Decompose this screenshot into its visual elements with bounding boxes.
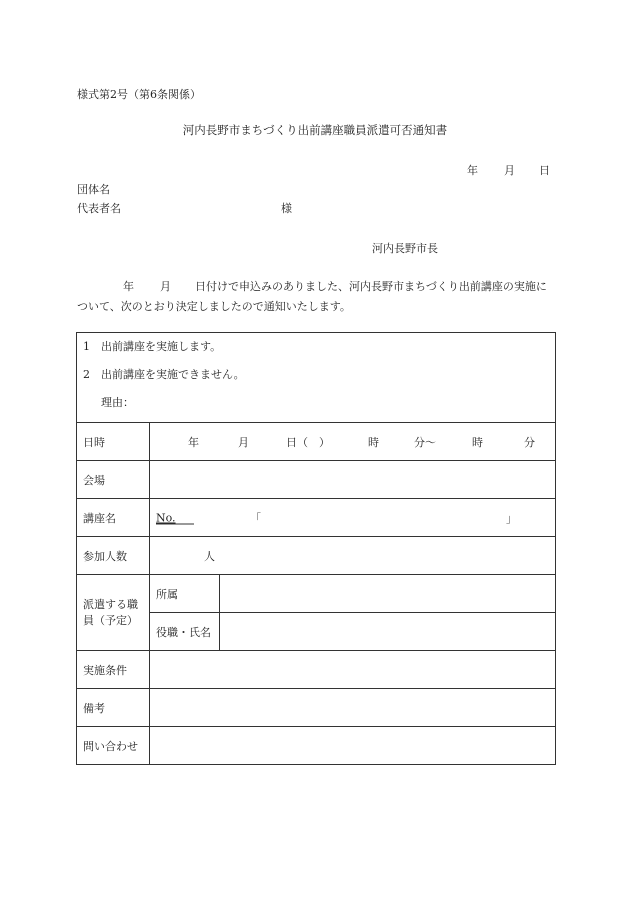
dt-year: 年 <box>188 435 199 449</box>
document-title: 河内長野市まちづくり出前講座職員派遣可否通知書 <box>182 123 448 137</box>
position-field[interactable] <box>220 613 556 651</box>
decision-option-2: 2 出前講座を実施できません。 <box>83 368 245 381</box>
staff-label: 派遣する職員（予定） <box>77 575 150 651</box>
contact-field[interactable] <box>150 727 556 765</box>
dt-min1: 分～ <box>414 435 436 449</box>
decision-cell <box>77 333 556 423</box>
dt-hour2: 時 <box>472 435 483 449</box>
sender-name: 河内長野市長 <box>372 242 438 255</box>
position-label: 役職・氏名 <box>150 613 220 651</box>
honorific: 様 <box>281 202 292 215</box>
datetime-label: 日時 <box>77 423 150 461</box>
reason-label: 理由： <box>101 396 134 409</box>
conditions-field[interactable] <box>150 651 556 689</box>
remarks-label: 備考 <box>77 689 150 727</box>
decision-option-1: 1 出前講座を実施します。 <box>83 340 222 353</box>
dt-min2: 分 <box>524 435 535 449</box>
representative-label: 代表者名 <box>77 202 121 215</box>
date-year-label: 年 <box>467 164 478 177</box>
contact-label: 問い合わせ <box>77 727 150 765</box>
course-cell[interactable]: No. 「 」 <box>150 499 556 537</box>
participants-label: 参加人数 <box>77 537 150 575</box>
notice-table <box>76 332 556 765</box>
participants-unit: 人 <box>204 549 215 563</box>
course-close-bracket: 」 <box>506 511 517 525</box>
form-number: 様式第2号（第6条関係） <box>77 88 201 101</box>
course-label: 講座名 <box>77 499 150 537</box>
affiliation-label: 所属 <box>150 575 220 613</box>
body-month: 月 <box>160 280 171 293</box>
venue-label: 会場 <box>77 461 150 499</box>
dt-day: 日（ ） <box>286 435 330 449</box>
affiliation-field[interactable] <box>220 575 556 613</box>
body-year: 年 <box>123 280 134 293</box>
dt-month: 月 <box>238 435 249 449</box>
date-day-label: 日 <box>539 164 550 177</box>
venue-field[interactable] <box>150 461 556 499</box>
organization-label: 団体名 <box>77 183 110 196</box>
participants-cell[interactable] <box>150 537 556 575</box>
date-month-label: 月 <box>504 164 515 177</box>
remarks-field[interactable] <box>150 689 556 727</box>
dt-hour1: 時 <box>368 435 379 449</box>
body-text: 日付けで申込みのありました、河内長野市まちづくり出前講座の実施について、次のとおり決定しましたので通知いたします。 <box>77 280 547 313</box>
course-open-bracket: 「 <box>250 511 261 525</box>
notice-body <box>77 277 555 317</box>
datetime-cell <box>150 423 556 461</box>
conditions-label: 実施条件 <box>77 651 150 689</box>
